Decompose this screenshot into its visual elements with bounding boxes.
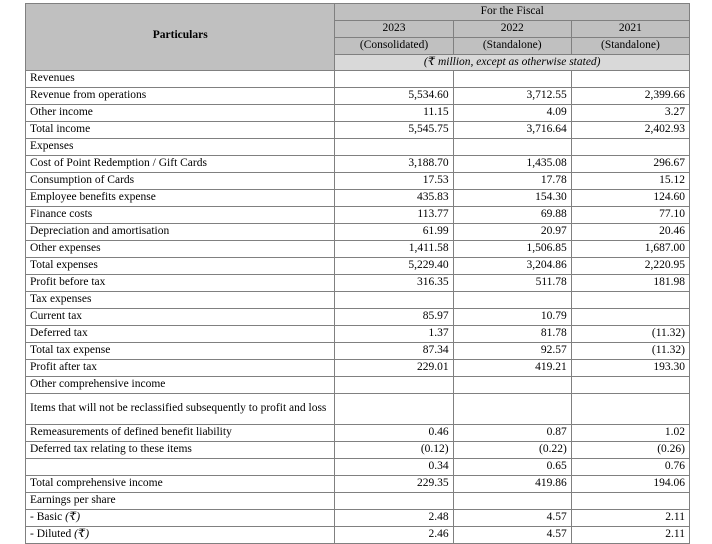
table-row xyxy=(26,156,690,173)
row-value-2023: 3,188.70 xyxy=(335,156,453,173)
row-value-2021: 194.06 xyxy=(571,476,689,493)
row-value-2021 xyxy=(571,394,689,425)
column-header-year-2022: 2022 xyxy=(453,21,571,38)
row-value-2022: (0.22) xyxy=(453,442,571,459)
row-value-2022 xyxy=(453,139,571,156)
row-value-2023 xyxy=(335,493,453,510)
row-value-2021: 20.46 xyxy=(571,224,689,241)
row-label: Other expenses xyxy=(26,241,335,258)
table-row xyxy=(26,326,690,343)
row-value-2021 xyxy=(571,71,689,88)
row-value-2022: 3,712.55 xyxy=(453,88,571,105)
row-value-2022: 154.30 xyxy=(453,190,571,207)
row-value-2023: 17.53 xyxy=(335,173,453,190)
row-label: Other comprehensive income xyxy=(26,377,335,394)
table-row xyxy=(26,224,690,241)
row-value-2023 xyxy=(335,377,453,394)
row-value-2022 xyxy=(453,394,571,425)
row-value-2023: 5,229.40 xyxy=(335,258,453,275)
column-header-basis-2023: (Consolidated) xyxy=(335,38,453,55)
row-label: Depreciation and amortisation xyxy=(26,224,335,241)
column-header-year-2023: 2023 xyxy=(335,21,453,38)
table-row xyxy=(26,139,690,156)
row-value-2023: 61.99 xyxy=(335,224,453,241)
row-label: Other income xyxy=(26,105,335,122)
column-header-particulars: Particulars xyxy=(152,28,208,41)
row-value-2023 xyxy=(335,394,453,425)
row-label: Profit after tax xyxy=(26,360,335,377)
table-row xyxy=(26,394,690,425)
header-row-group xyxy=(26,4,690,21)
row-value-2023 xyxy=(335,292,453,309)
table-row xyxy=(26,292,690,309)
row-label: Cost of Point Redemption / Gift Cards xyxy=(26,156,335,173)
row-value-2022: 20.97 xyxy=(453,224,571,241)
column-header-basis-2022: (Standalone) xyxy=(453,38,571,55)
row-value-2021: 2,402.93 xyxy=(571,122,689,139)
row-value-2023: 1.37 xyxy=(335,326,453,343)
row-label: Total comprehensive income xyxy=(26,476,335,493)
table-row xyxy=(26,527,690,544)
row-value-2022: 1,506.85 xyxy=(453,241,571,258)
row-label: - Basic (₹) xyxy=(26,510,335,527)
row-value-2022: 69.88 xyxy=(453,207,571,224)
table-row xyxy=(26,190,690,207)
row-value-2021: (11.32) xyxy=(571,326,689,343)
row-value-2021: 2,399.66 xyxy=(571,88,689,105)
row-value-2022: 3,716.64 xyxy=(453,122,571,139)
row-value-2021: (0.26) xyxy=(571,442,689,459)
table-row xyxy=(26,122,690,139)
row-value-2023: 229.35 xyxy=(335,476,453,493)
row-label: Tax expenses xyxy=(26,292,335,309)
column-header-basis-2021: (Standalone) xyxy=(571,38,689,55)
table-row xyxy=(26,88,690,105)
row-value-2021: 1.02 xyxy=(571,425,689,442)
row-label: Consumption of Cards xyxy=(26,173,335,190)
row-label: Remeasurements of defined benefit liability xyxy=(26,425,335,442)
row-value-2021: 3.27 xyxy=(571,105,689,122)
table-row xyxy=(26,241,690,258)
table-row xyxy=(26,258,690,275)
units-note: (₹ million, except as otherwise stated) xyxy=(335,55,690,71)
row-value-2021 xyxy=(571,292,689,309)
table-body xyxy=(26,71,690,544)
row-value-2022: 419.86 xyxy=(453,476,571,493)
row-label: Items that will not be reclassified subsequently to profit and loss xyxy=(26,394,335,425)
table-row xyxy=(26,105,690,122)
row-value-2023: (0.12) xyxy=(335,442,453,459)
row-value-2022: 4.57 xyxy=(453,527,571,544)
row-value-2023: 5,545.75 xyxy=(335,122,453,139)
row-value-2021: 193.30 xyxy=(571,360,689,377)
row-value-2022: 511.78 xyxy=(453,275,571,292)
row-value-2022: 17.78 xyxy=(453,173,571,190)
row-label: Total tax expense xyxy=(26,343,335,360)
row-value-2022: 3,204.86 xyxy=(453,258,571,275)
row-label: Total income xyxy=(26,122,335,139)
table-row xyxy=(26,510,690,527)
row-value-2022: 92.57 xyxy=(453,343,571,360)
row-label: Profit before tax xyxy=(26,275,335,292)
row-value-2021: 124.60 xyxy=(571,190,689,207)
row-label: Revenue from operations xyxy=(26,88,335,105)
rupee-unit: (₹) xyxy=(74,528,90,541)
table-row xyxy=(26,71,690,88)
row-value-2023: 11.15 xyxy=(335,105,453,122)
table-row xyxy=(26,459,690,476)
table-header xyxy=(26,4,690,71)
table-row xyxy=(26,493,690,510)
row-label: Deferred tax xyxy=(26,326,335,343)
row-value-2023: 435.83 xyxy=(335,190,453,207)
row-value-2021: 0.76 xyxy=(571,459,689,476)
row-label: - Diluted (₹) xyxy=(26,527,335,544)
row-label: Revenues xyxy=(26,71,335,88)
row-label: Current tax xyxy=(26,309,335,326)
row-value-2023 xyxy=(335,139,453,156)
table-row xyxy=(26,207,690,224)
row-value-2023: 113.77 xyxy=(335,207,453,224)
row-value-2021: 2,220.95 xyxy=(571,258,689,275)
row-value-2023: 0.46 xyxy=(335,425,453,442)
table-row xyxy=(26,476,690,493)
table-row xyxy=(26,425,690,442)
row-value-2022: 0.65 xyxy=(453,459,571,476)
table-row xyxy=(26,343,690,360)
row-value-2021 xyxy=(571,493,689,510)
row-value-2021: 181.98 xyxy=(571,275,689,292)
table-row xyxy=(26,442,690,459)
financial-results-table xyxy=(25,3,690,544)
table-row xyxy=(26,275,690,292)
row-label: Employee benefits expense xyxy=(26,190,335,207)
row-value-2021 xyxy=(571,309,689,326)
row-label: Earnings per share xyxy=(26,493,335,510)
row-value-2022: 4.57 xyxy=(453,510,571,527)
row-value-2022: 0.87 xyxy=(453,425,571,442)
row-label: Finance costs xyxy=(26,207,335,224)
row-value-2021: 2.11 xyxy=(571,527,689,544)
row-label: Expenses xyxy=(26,139,335,156)
row-value-2023: 2.48 xyxy=(335,510,453,527)
row-value-2022 xyxy=(453,493,571,510)
row-value-2023: 1,411.58 xyxy=(335,241,453,258)
row-value-2023: 87.34 xyxy=(335,343,453,360)
row-value-2022 xyxy=(453,71,571,88)
table-row xyxy=(26,309,690,326)
header-particulars-cell xyxy=(26,4,335,71)
row-value-2021: 2.11 xyxy=(571,510,689,527)
row-value-2022: 419.21 xyxy=(453,360,571,377)
column-header-year-2021: 2021 xyxy=(571,21,689,38)
row-value-2021 xyxy=(571,377,689,394)
row-label: Deferred tax relating to these items xyxy=(26,442,335,459)
row-value-2023: 0.34 xyxy=(335,459,453,476)
table-row xyxy=(26,173,690,190)
table-row xyxy=(26,377,690,394)
row-label xyxy=(26,459,335,476)
row-value-2021: 77.10 xyxy=(571,207,689,224)
row-value-2022: 81.78 xyxy=(453,326,571,343)
row-value-2023: 229.01 xyxy=(335,360,453,377)
row-value-2023: 316.35 xyxy=(335,275,453,292)
row-value-2022: 4.09 xyxy=(453,105,571,122)
row-value-2023 xyxy=(335,71,453,88)
row-value-2022: 10.79 xyxy=(453,309,571,326)
row-value-2023: 2.46 xyxy=(335,527,453,544)
row-value-2022 xyxy=(453,292,571,309)
row-value-2022: 1,435.08 xyxy=(453,156,571,173)
row-value-2021: 15.12 xyxy=(571,173,689,190)
row-value-2022 xyxy=(453,377,571,394)
row-value-2023: 85.97 xyxy=(335,309,453,326)
row-value-2021: (11.32) xyxy=(571,343,689,360)
row-value-2023: 5,534.60 xyxy=(335,88,453,105)
row-label: Total expenses xyxy=(26,258,335,275)
column-header-for-the-fiscal: For the Fiscal xyxy=(335,4,690,21)
rupee-unit: (₹) xyxy=(65,511,81,524)
row-value-2021: 296.67 xyxy=(571,156,689,173)
row-value-2021: 1,687.00 xyxy=(571,241,689,258)
table-row xyxy=(26,360,690,377)
row-value-2021 xyxy=(571,139,689,156)
